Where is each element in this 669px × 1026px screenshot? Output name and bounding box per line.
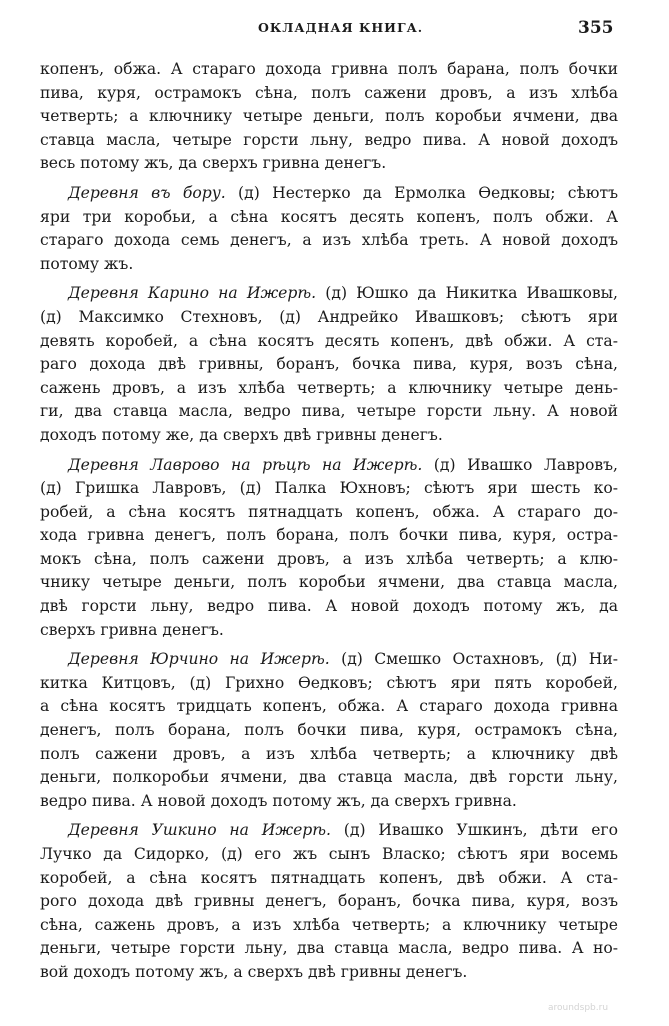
text-line: Лучко да Сидорко, (д) его жъ сынъ Власко; сѣютъ яри восемь xyxy=(40,845,618,863)
text-line: сѣна, сажень дровъ, а изъ хлѣба четверть; а ключнику четыре xyxy=(40,915,618,934)
text-line: потому жъ. xyxy=(40,254,134,273)
text-line: четверть; а ключнику четыре деньги, полъ коробьи ячмени, два xyxy=(40,107,618,126)
text-line: коробей, а сѣна косятъ пятнадцать копенъ, двѣ обжи. А ста- xyxy=(40,868,618,887)
text-body xyxy=(40,58,618,991)
text-line: ведро пива. А новой доходъ потому жъ, да сверхъ гривна. xyxy=(40,791,517,810)
line-text: (д) Нестерко да Ермолка Ѳедковы; сѣютъ xyxy=(225,183,618,202)
text-line: (д) Гришка Лавровъ, (д) Палка Юхновъ; сѣютъ яри шесть ко- xyxy=(40,479,618,498)
watermark: aroundspb.ru xyxy=(548,1003,609,1013)
text-line: девять коробей, а сѣна косятъ десять копенъ, двѣ обжи. А ста- xyxy=(40,331,618,350)
text-line: робей, а сѣна косятъ пятнадцать копенъ, обжа. А стараго до- xyxy=(40,502,618,521)
text-line: ги, два ставца масла, ведро пива, четыре горсти льну. А новой xyxy=(40,402,618,421)
text-line: а сѣна косятъ тридцать копенъ, обжа. А стараго дохода гривна xyxy=(40,697,618,716)
text-line: сажень дровъ, а изъ хлѣба четверть; а ключнику четыре день- xyxy=(40,378,618,397)
text-line: двѣ горсти льну, ведро пива. А новой доходъ потому жъ, да xyxy=(40,597,618,616)
text-line: доходъ потому же, да сверхъ двѣ гривны денегъ. xyxy=(40,425,443,444)
text-line: яри три коробьи, а сѣна косятъ десять копенъ, полъ обжи. А xyxy=(40,207,618,226)
village-name: Деревня Ушкино на Ижерѣ. xyxy=(68,821,332,840)
text-line xyxy=(40,182,618,206)
line-text: (д) Юшко да Никитка Ивашковы, xyxy=(316,284,618,303)
text-line xyxy=(40,454,618,478)
village-name: Деревня Карино на Ижерѣ. xyxy=(68,284,317,303)
line-text: (д) Ивашко Ушкинъ, дѣти его xyxy=(331,821,618,840)
line-text: (д) Ивашко Лавровъ, xyxy=(422,455,618,474)
text-line: чнику четыре деньги, полъ коробьи ячмени, два ставца масла, xyxy=(40,573,618,592)
text-line: китка Китцовъ, (д) Грихно Ѳедковъ; сѣютъ яри пять коробей, xyxy=(40,673,618,692)
paragraph xyxy=(40,282,618,447)
line-text: (д) Смешко Остахновъ, (д) Ни- xyxy=(329,650,618,669)
text-line: хода гривна денегъ, полъ борана, полъ бочки пива, куря, остра- xyxy=(40,526,618,545)
page-header xyxy=(0,18,669,40)
text-line: мокъ сѣна, полъ сажени дровъ, а изъ хлѣба четверть; а клю- xyxy=(40,549,618,568)
paragraph xyxy=(40,648,618,813)
text-line xyxy=(40,819,618,843)
text-line: раго дохода двѣ гривны, боранъ, бочка пива, куря, возъ сѣна, xyxy=(40,355,618,374)
text-line: копенъ, обжа. А стараго дохода гривна полъ барана, полъ бочки xyxy=(40,60,618,78)
text-line: рого дохода двѣ гривны денегъ, боранъ, бочка пива, куря, возъ xyxy=(40,892,618,911)
text-line xyxy=(40,648,618,672)
village-name: Деревня Лаврово на рѣцѣ на Ижерѣ. xyxy=(68,455,423,474)
text-line: ставца масла, четыре горсти льну, ведро пива. А новой доходъ xyxy=(40,130,618,149)
village-name: Деревня въ бору. xyxy=(68,183,226,202)
running-title: ОКЛАДНАЯ КНИГА. xyxy=(258,20,424,35)
text-line xyxy=(40,282,618,306)
text-line: деньги, четыре горсти льну, два ставца масла, ведро пива. А но- xyxy=(40,939,618,958)
text-line: полъ сажени дровъ, а изъ хлѣба четверть; а ключнику двѣ xyxy=(40,744,618,763)
paragraph xyxy=(40,182,618,276)
text-line: деньги, полкоробьи ячмени, два ставца масла, двѣ горсти льну, xyxy=(40,768,618,787)
text-line: стараго дохода семь денегъ, а изъ хлѣба треть. А новой доходъ xyxy=(40,231,618,250)
text-line: весь потому жъ, да сверхъ гривна денегъ. xyxy=(40,154,387,173)
text-line: (д) Максимко Стехновъ, (д) Андрейко Ивашковъ; сѣютъ яри xyxy=(40,307,618,326)
village-name: Деревня Юрчино на Ижерѣ. xyxy=(68,650,330,669)
text-line: пива, куря, острамокъ сѣна, полъ сажени дровъ, а изъ хлѣба xyxy=(40,83,618,102)
text-line: денегъ, полъ борана, полъ бочки пива, куря, острамокъ сѣна, xyxy=(40,721,618,740)
paragraph xyxy=(40,454,618,643)
page-number: 355 xyxy=(578,18,614,38)
paragraph xyxy=(40,819,618,984)
paragraph xyxy=(40,58,618,176)
text-line: сверхъ гривна денегъ. xyxy=(40,620,224,639)
text-line: вой доходъ потому жъ, а сверхъ двѣ гривны денегъ. xyxy=(40,962,468,981)
